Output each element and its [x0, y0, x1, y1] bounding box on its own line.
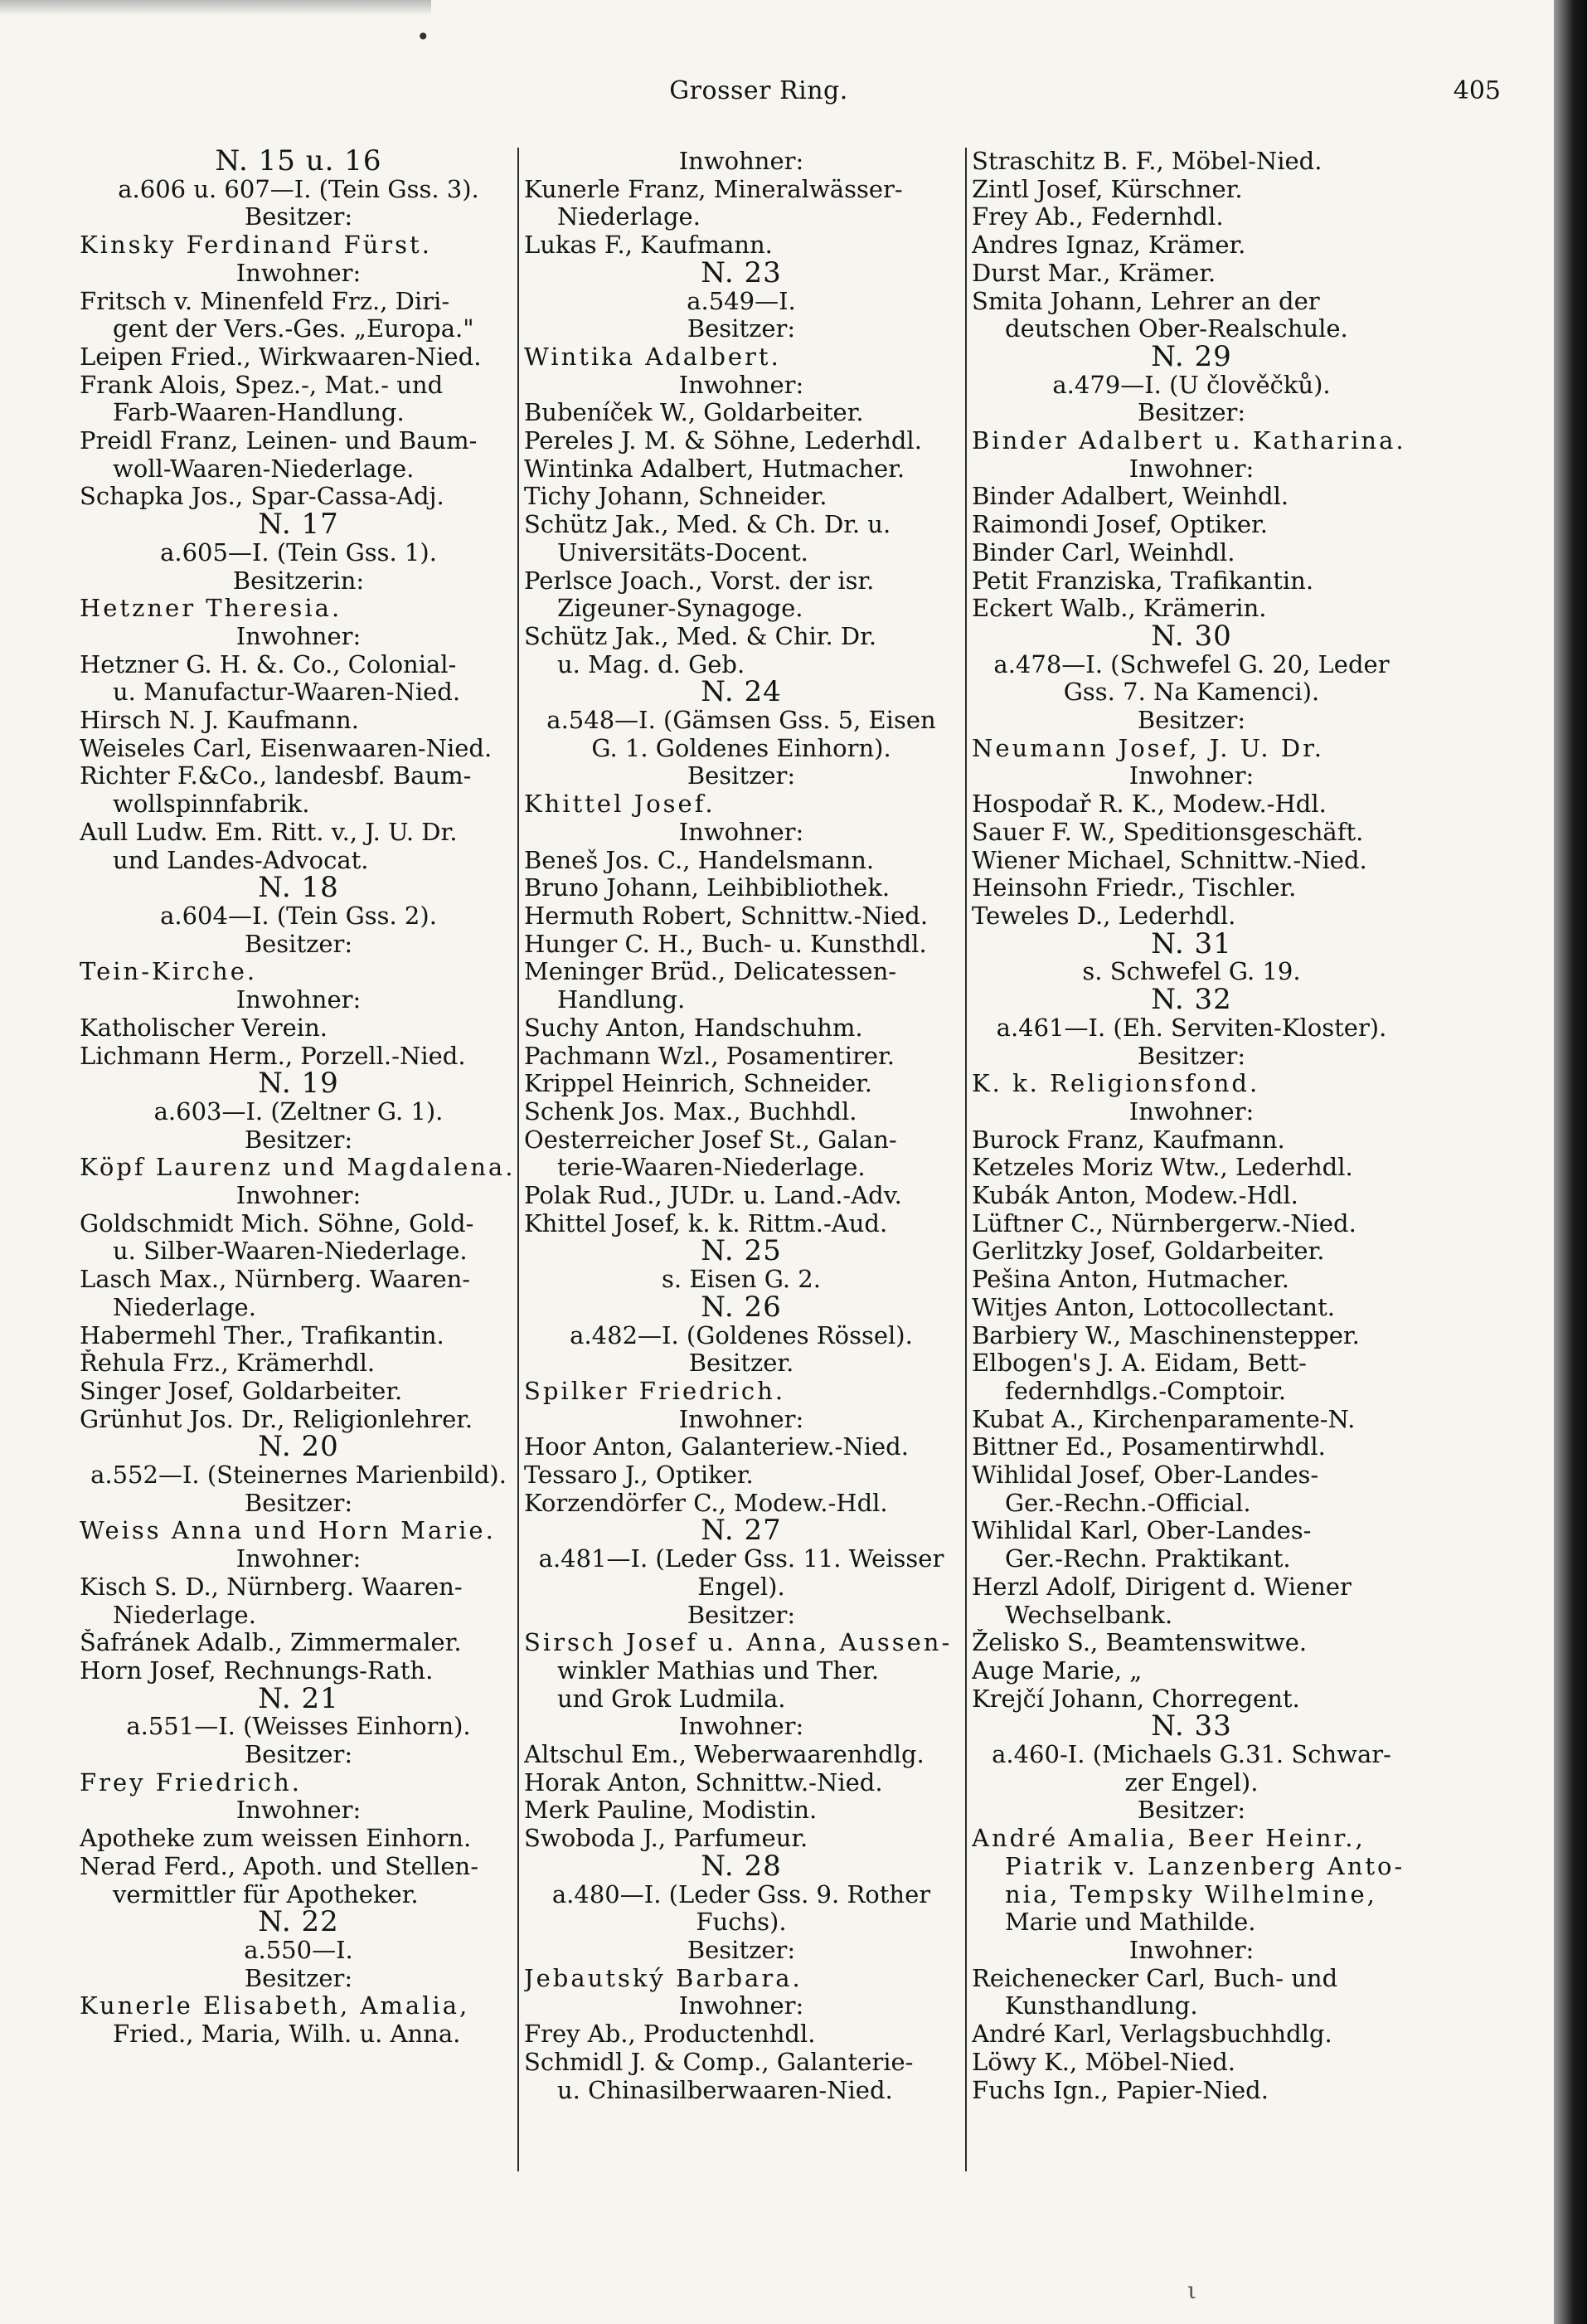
owner-entry: Kunerle Elisabeth, Amalia, [80, 1992, 470, 2020]
house-number-heading: N. 26 [701, 1293, 782, 1322]
resident-entry: Goldschmidt Mich. Söhne, Gold- [80, 1209, 474, 1237]
entry-continuation: Fried., Maria, Wilh. u. Anna. [113, 2020, 461, 2049]
address-line: Besitzer: [687, 315, 796, 343]
house-number-heading: N. 15 u. 16 [215, 148, 382, 176]
resident-entry: Bittner Ed., Posamentirwhdl. [972, 1433, 1326, 1461]
address-line: Besitzer: [244, 203, 353, 231]
resident-entry: Tichy Johann, Schneider. [524, 483, 827, 511]
address-line: a.482—I. (Goldenes Rössel). [570, 1321, 913, 1349]
entry-continuation: und Grok Ludmila. [557, 1685, 786, 1713]
address-line: Inwohner: [678, 148, 804, 175]
address-line: Engel). [697, 1573, 785, 1601]
resident-entry: Frey Ab., Federnhdl. [972, 203, 1224, 231]
resident-entry: Beneš Jos. C., Handelsmann. [524, 846, 875, 874]
address-line: a.481—I. (Leder Gss. 11. Weisser [538, 1545, 944, 1573]
scan-edge-right [1554, 0, 1587, 2324]
entry-continuation: wollspinnfabrik. [113, 790, 310, 819]
resident-entry: Hetzner G. H. &. Co., Colonial- [80, 650, 457, 678]
resident-entry: Suchy Anton, Handschuhm. [524, 1014, 863, 1042]
resident-entry: Löwy K., Möbel-Nied. [972, 2048, 1236, 2076]
resident-entry: Hirsch N. J. Kaufmann. [80, 707, 359, 735]
resident-entry: Katholischer Verein. [80, 1014, 328, 1042]
address-line: Inwohner: [1128, 455, 1255, 483]
resident-entry: Weiseles Carl, Eisenwaaren-Nied. [80, 734, 493, 762]
owner-entry-continuation: nia, Tempsky Wilhelmine, [1005, 1880, 1377, 1908]
address-line: Besitzer: [244, 930, 353, 958]
address-line: Inwohner: [678, 818, 804, 846]
address-line: Besitzerin: [232, 566, 365, 595]
resident-entry: Smita Johann, Lehrer an der [972, 287, 1320, 315]
house-number-heading: N. 27 [701, 1517, 782, 1546]
column-1 [80, 148, 517, 2180]
entry-continuation: und Landes-Advocat. [113, 846, 369, 874]
address-line: Besitzer: [244, 1489, 353, 1517]
resident-entry: Lüftner C., Nürnbergerw.-Nied. [972, 1209, 1356, 1237]
address-line: s. Schwefel G. 19. [1082, 958, 1301, 986]
address-line: a.478—I. (Schwefel G. 20, Leder [993, 650, 1390, 678]
address-line: Besitzer: [1137, 1042, 1246, 1070]
resident-entry: Merk Pauline, Modistin. [524, 1796, 818, 1825]
resident-entry: Sauer F. W., Speditionsgeschäft. [972, 818, 1364, 846]
owner-entry: Kinsky Ferdinand Fürst. [80, 231, 432, 260]
entry-continuation: u. Mag. d. Geb. [557, 650, 745, 678]
resident-entry: Straschitz B. F., Möbel-Nied. [972, 148, 1322, 175]
address-line: Besitzer: [1137, 707, 1246, 735]
resident-entry: Leipen Fried., Wirkwaaren-Nied. [80, 343, 482, 371]
scan-edge-top [0, 0, 431, 15]
owner-entry: Neumann Josef, J. U. Dr. [972, 734, 1325, 762]
address-line: Inwohner: [678, 1405, 804, 1433]
resident-entry: Habermehl Ther., Trafikantin. [80, 1321, 444, 1349]
resident-entry: Nerad Ferd., Apoth. und Stellen- [80, 1852, 478, 1880]
resident-entry: Khittel Josef, k. k. Rittm.-Aud. [524, 1209, 888, 1237]
entry-continuation: u. Silber-Waaren-Niederlage. [113, 1237, 468, 1266]
resident-entry: Richter F.&Co., landesbf. Baum- [80, 762, 472, 790]
entry-continuation: Universitäts-Docent. [557, 538, 808, 566]
house-number-heading: N. 30 [1151, 622, 1232, 651]
address-line: a.460-I. (Michaels G.31. Schwar- [992, 1741, 1391, 1769]
resident-entry: Teweles D., Lederhdl. [972, 902, 1236, 930]
entry-continuation: vermittler für Apotheker. [113, 1880, 419, 1908]
entry-continuation: woll-Waaren-Niederlage. [113, 455, 415, 483]
column-2 [524, 148, 959, 2180]
resident-entry: Grünhut Jos. Dr., Religionlehrer. [80, 1405, 473, 1433]
owner-entry: Khittel Josef. [524, 790, 716, 819]
resident-entry: Schütz Jak., Med. & Ch. Dr. u. [524, 511, 891, 539]
resident-entry: Bubeníček W., Goldarbeiter. [524, 399, 864, 427]
entry-continuation: deutschen Ober-Realschule. [1005, 315, 1348, 343]
top-mark: • [416, 23, 430, 51]
address-line: a.552—I. (Steinernes Marienbild). [90, 1461, 507, 1490]
resident-entry: Polak Rud., JUDr. u. Land.-Adv. [524, 1182, 902, 1210]
resident-entry: Frey Ab., Productenhdl. [524, 2020, 816, 2049]
address-line: Besitzer: [687, 1937, 796, 1964]
address-line: Inwohner: [678, 371, 804, 399]
address-line: Inwohner: [1128, 1937, 1255, 1964]
entry-continuation: u. Chinasilberwaaren-Nied. [557, 2076, 893, 2104]
address-line: Inwohner: [235, 1182, 362, 1210]
resident-entry: Raimondi Josef, Optiker. [972, 511, 1268, 539]
resident-entry: Pešina Anton, Hutmacher. [972, 1266, 1289, 1294]
resident-entry: Herzl Adolf, Dirigent d. Wiener [972, 1573, 1352, 1601]
entry-continuation: terie-Waaren-Niederlage. [557, 1154, 866, 1182]
address-line: a.603—I. (Zeltner G. 1). [153, 1097, 444, 1126]
resident-entry: Wihlidal Karl, Ober-Landes- [972, 1517, 1312, 1545]
resident-entry: Oesterreicher Josef St., Galan- [524, 1126, 897, 1154]
resident-entry: Perlsce Joach., Vorst. der isr. [524, 566, 875, 595]
address-line: a.605—I. (Tein Gss. 1). [160, 538, 437, 566]
address-line: a.479—I. (U člověčků). [1052, 371, 1331, 399]
owner-entry: Sirsch Josef u. Anna, Aussen- [524, 1629, 953, 1657]
resident-entry: Řehula Frz., Krämerhdl. [80, 1349, 376, 1378]
resident-entry: Pereles J. M. & Söhne, Lederhdl. [524, 427, 922, 455]
address-line: Besitzer: [687, 1601, 796, 1629]
resident-entry: Swoboda J., Parfumeur. [524, 1825, 808, 1853]
resident-entry: Barbiery W., Maschinenstepper. [972, 1321, 1360, 1349]
entry-continuation: Zigeuner-Synagoge. [557, 595, 803, 623]
resident-entry: Heinsohn Friedr., Tischler. [972, 874, 1297, 902]
house-number-heading: N. 31 [1151, 930, 1232, 959]
resident-entry: Wihlidal Josef, Ober-Landes- [972, 1461, 1319, 1490]
address-line: Fuchs). [696, 1908, 787, 1937]
house-number-heading: N. 32 [1151, 986, 1232, 1014]
resident-entry: Schmidl J. & Comp., Galanterie- [524, 2048, 914, 2076]
bottom-mark: ι [1187, 2277, 1196, 2304]
entry-continuation: Farb-Waaren-Handlung. [113, 399, 405, 427]
address-line: Inwohner: [235, 622, 362, 650]
entry-continuation: Marie und Mathilde. [1005, 1908, 1256, 1937]
resident-entry: Bruno Johann, Leihbibliothek. [524, 874, 891, 902]
address-line: Inwohner: [235, 259, 362, 287]
address-line: a.606 u. 607—I. (Tein Gss. 3). [118, 175, 479, 203]
resident-entry: Hermuth Robert, Schnittw.-Nied. [524, 902, 929, 930]
house-number-heading: N. 17 [258, 511, 339, 539]
entry-continuation: Niederlage. [113, 1293, 256, 1321]
resident-entry: Auge Marie, „ [972, 1656, 1143, 1685]
resident-entry: Fuchs Ign., Papier-Nied. [972, 2076, 1269, 2104]
address-line: a.549—I. [687, 287, 796, 315]
house-number-heading: N. 23 [701, 259, 782, 288]
address-line: a.480—I. (Leder Gss. 9. Rother [551, 1880, 931, 1908]
house-number-heading: N. 24 [701, 678, 782, 707]
resident-entry: Lukas F., Kaufmann. [524, 231, 773, 260]
column-divider-2 [965, 148, 967, 2171]
resident-entry: Krippel Heinrich, Schneider. [524, 1070, 873, 1098]
address-line: Inwohner: [678, 1992, 804, 2020]
owner-entry: Weiss Anna und Horn Marie. [80, 1517, 496, 1545]
entry-continuation: gent der Vers.-Ges. „Europa." [113, 315, 474, 343]
resident-entry: Frank Alois, Spez.-, Mat.- und [80, 371, 444, 399]
resident-entry: Pachmann Wzl., Posamentirer. [524, 1042, 895, 1070]
entry-continuation: Niederlage. [113, 1601, 256, 1629]
resident-entry: Fritsch v. Minenfeld Frz., Diri- [80, 287, 450, 315]
owner-entry: Spilker Friedrich. [524, 1377, 786, 1405]
resident-entry: Aull Ludw. Em. Ritt. v., J. U. Dr. [80, 818, 458, 846]
owner-entry: K. k. Religionsfond. [972, 1070, 1260, 1098]
resident-entry: Krejčí Johann, Chorregent. [972, 1685, 1300, 1713]
resident-entry: Kubat A., Kirchenparamente-N. [972, 1405, 1356, 1433]
resident-entry: Kisch S. D., Nürnberg. Waaren- [80, 1573, 463, 1601]
resident-entry: Kubák Anton, Modew.-Hdl. [972, 1182, 1298, 1210]
resident-entry: André Karl, Verlagsbuchhdlg. [972, 2020, 1332, 2049]
resident-entry: Korzendörfer C., Modew.-Hdl. [524, 1489, 888, 1517]
resident-entry: Durst Mar., Krämer. [972, 259, 1216, 287]
entry-continuation: federnhdlgs.-Comptoir. [1005, 1377, 1287, 1405]
house-number-heading: N. 18 [258, 874, 339, 902]
resident-entry: Hoor Anton, Galanteriew.-Nied. [524, 1433, 909, 1461]
address-line: Inwohner: [678, 1713, 804, 1741]
resident-entry: Wiener Michael, Schnittw.-Nied. [972, 846, 1367, 874]
resident-entry: Ketzeles Moriz Wtw., Lederhdl. [972, 1154, 1353, 1182]
address-line: Besitzer: [1137, 399, 1246, 427]
address-line: Besitzer: [687, 762, 796, 790]
address-line: G. 1. Goldenes Einhorn). [591, 734, 891, 762]
owner-entry: Köpf Laurenz und Magdalena. [80, 1154, 516, 1182]
house-number-heading: N. 29 [1151, 343, 1232, 372]
owner-entry-continuation: Piatrik v. Lanzenberg Anto- [1005, 1852, 1405, 1880]
resident-entry: Andres Ignaz, Krämer. [972, 231, 1246, 260]
resident-entry: Hospodař R. K., Modew.-Hdl. [972, 790, 1327, 819]
owner-entry: Tein-Kirche. [80, 958, 258, 986]
resident-entry: Witjes Anton, Lottocollectant. [972, 1293, 1335, 1321]
resident-entry: Horak Anton, Schnittw.-Nied. [524, 1768, 883, 1796]
entry-continuation: Niederlage. [557, 203, 701, 231]
entry-continuation: Handlung. [557, 986, 686, 1014]
resident-entry: Lasch Max., Nürnberg. Waaren- [80, 1266, 471, 1294]
address-line: Inwohner: [235, 1796, 362, 1825]
column-3 [972, 148, 1411, 2180]
resident-entry: Gerlitzky Josef, Goldarbeiter. [972, 1237, 1325, 1266]
resident-entry: Elbogen's J. A. Eidam, Bett- [972, 1349, 1307, 1378]
house-number-heading: N. 25 [701, 1237, 782, 1267]
address-line: Besitzer. [688, 1349, 794, 1378]
owner-entry: Binder Adalbert u. Katharina. [972, 427, 1406, 455]
resident-entry: Horn Josef, Rechnungs-Rath. [80, 1656, 434, 1685]
address-line: Inwohner: [235, 1545, 362, 1573]
address-line: Inwohner: [235, 986, 362, 1014]
address-line: s. Eisen G. 2. [662, 1266, 821, 1294]
owner-entry: Jebautský Barbara. [524, 1964, 803, 1992]
resident-entry: Hunger C. H., Buch- u. Kunsthdl. [524, 930, 927, 958]
resident-entry: Altschul Em., Weberwaarenhdlg. [524, 1741, 925, 1769]
house-number-heading: N. 20 [258, 1433, 339, 1462]
address-line: a.551—I. (Weisses Einhorn). [126, 1713, 471, 1741]
address-line: a.548—I. (Gämsen Gss. 5, Eisen [546, 707, 936, 735]
entry-continuation: Ger.-Rechn.-Official. [1005, 1489, 1251, 1517]
house-number-heading: N. 28 [701, 1852, 782, 1881]
resident-entry: Apotheke zum weissen Einhorn. [80, 1825, 472, 1853]
house-number-heading: N. 19 [258, 1070, 339, 1098]
resident-entry: Zintl Josef, Kürschner. [972, 175, 1243, 203]
resident-entry: Schütz Jak., Med. & Chir. Dr. [524, 622, 877, 650]
resident-entry: Petit Franziska, Trafikantin. [972, 566, 1314, 595]
address-line: Inwohner: [1128, 1097, 1255, 1126]
resident-entry: Singer Josef, Goldarbeiter. [80, 1377, 403, 1405]
entry-continuation: u. Manufactur-Waaren-Nied. [113, 678, 461, 707]
resident-entry: Schapka Jos., Spar-Cassa-Adj. [80, 483, 444, 511]
entry-continuation: winkler Mathias und Ther. [557, 1656, 880, 1685]
address-line: Inwohner: [1128, 762, 1255, 790]
resident-entry: Tessaro J., Optiker. [524, 1461, 754, 1490]
address-line: a.550—I. [244, 1937, 353, 1964]
resident-entry: Binder Adalbert, Weinhdl. [972, 483, 1289, 511]
address-line: Gss. 7. Na Kamenci). [1063, 678, 1320, 707]
owner-entry: Hetzner Theresia. [80, 595, 342, 623]
resident-entry: Kunerle Franz, Mineralwässer- [524, 175, 903, 203]
owner-entry: Wintika Adalbert. [524, 343, 781, 371]
page-number: 405 [1453, 76, 1501, 105]
page-title: Grosser Ring. [669, 76, 848, 105]
address-line: Besitzer: [244, 1126, 353, 1154]
resident-entry: Schenk Jos. Max., Buchhdl. [524, 1097, 857, 1126]
resident-entry: Meninger Brüd., Delicatessen- [524, 958, 897, 986]
resident-entry: Preidl Franz, Leinen- und Baum- [80, 427, 478, 455]
address-line: Besitzer: [1137, 1796, 1246, 1825]
entry-continuation: Wechselbank. [1005, 1601, 1173, 1629]
address-line: Besitzer: [244, 1964, 353, 1992]
owner-entry: André Amalia, Beer Heinr., [972, 1825, 1366, 1853]
house-number-heading: N. 33 [1151, 1713, 1232, 1742]
resident-entry: Šafránek Adalb., Zimmermaler. [80, 1629, 462, 1657]
resident-entry: Burock Franz, Kaufmann. [972, 1126, 1285, 1154]
owner-entry: Frey Friedrich. [80, 1768, 303, 1796]
resident-entry: Binder Carl, Weinhdl. [972, 538, 1235, 566]
entry-continuation: Ger.-Rechn. Praktikant. [1005, 1545, 1291, 1573]
house-number-heading: N. 21 [258, 1685, 339, 1714]
entry-continuation: Kunsthandlung. [1005, 1992, 1198, 2020]
address-line: a.604—I. (Tein Gss. 2). [160, 902, 437, 930]
house-number-heading: N. 22 [258, 1908, 339, 1937]
resident-entry: Želisko S., Beamtenswitwe. [972, 1629, 1308, 1657]
address-line: Besitzer: [244, 1741, 353, 1769]
address-line: zer Engel). [1124, 1768, 1259, 1796]
column-divider-1 [517, 148, 519, 2171]
resident-entry: Wintinka Adalbert, Hutmacher. [524, 455, 905, 483]
address-line: a.461—I. (Eh. Serviten-Kloster). [996, 1014, 1387, 1042]
resident-entry: Eckert Walb., Krämerin. [972, 595, 1267, 623]
resident-entry: Lichmann Herm., Porzell.-Nied. [80, 1042, 466, 1070]
resident-entry: Reichenecker Carl, Buch- und [972, 1964, 1338, 1992]
